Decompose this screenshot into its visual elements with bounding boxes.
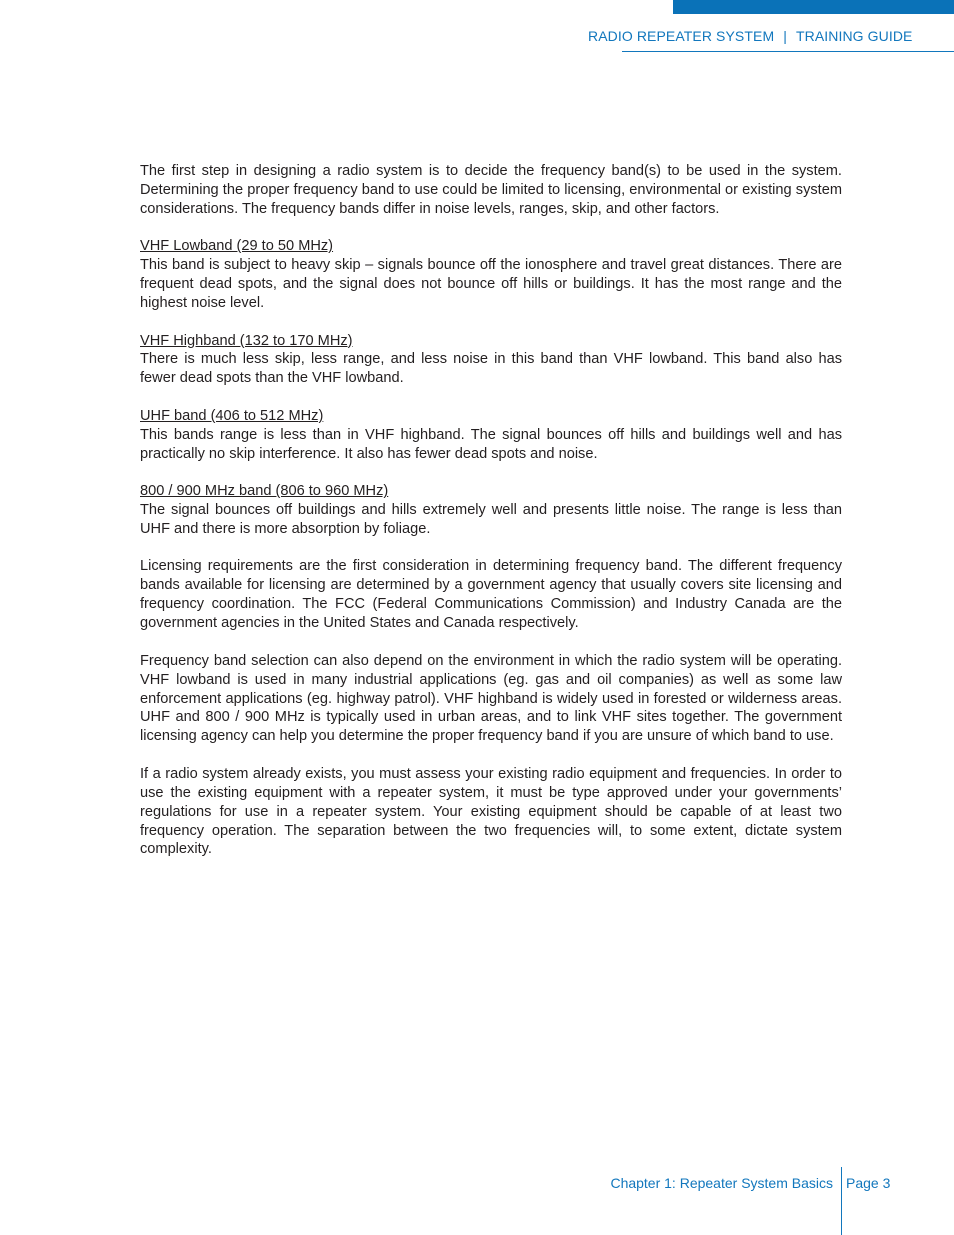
band-text: There is much less skip, less range, and less noise in this band than VHF lowband. This band also has fewer dead spots than the VHF lowband.: [140, 351, 842, 387]
band-heading: UHF band (406 to 512 MHz): [140, 407, 324, 424]
running-header: [588, 28, 913, 44]
band-section-vhf-highband: [140, 332, 842, 389]
header-doc-title: RADIO REPEATER SYSTEM: [588, 28, 775, 44]
intro-paragraph: The first step in designing a radio system is to decide the frequency band(s) to be used in the system. Determining the proper frequency band to use could be limited to licensing, environmental or existing system considerations. The frequency bands differ in noise levels, ranges, skip, and other factors.: [140, 163, 842, 217]
header-accent-bar: [673, 0, 954, 14]
header-doc-subtitle: TRAINING GUIDE: [795, 28, 913, 44]
footer-page-number: Page 3: [846, 1175, 891, 1191]
existing-system-paragraph: If a radio system already exists, you must assess your existing radio equipment and frequencies. In order to use the existing equipment with a repeater system, it must be type approved under your governments’ regulations for use in a repeater system. Your existing equipment should be capable of at least two frequency operation. The separation between the two frequencies will, to some extent, dictate system complexity.: [140, 765, 842, 858]
band-text: This bands range is less than in VHF highband. The signal bounces off hills and buildings well and has practically no skip interference. It also has fewer dead spots and noise.: [140, 426, 842, 462]
header-rule: [622, 51, 954, 52]
environment-paragraph: Frequency band selection can also depend on the environment in which the radio system will be operating. VHF lowband is used in many industrial applications (eg. gas and oil companies) as well as some law enforcement applications (eg. highway patrol). VHF highband is widely used in forested or wilderness areas. UHF and 800 / 900 MHz is typically used in urban areas, and to link VHF sites together. The government licensing agency can help you determine the proper frequency band if you are unsure of which band to use.: [140, 652, 842, 745]
band-heading: VHF Highband (132 to 170 MHz): [140, 332, 353, 349]
header-separator: |: [783, 28, 787, 44]
band-section-vhf-lowband: [140, 237, 842, 313]
main-content: [140, 162, 842, 878]
band-text: This band is subject to heavy skip – signals bounce off the ionosphere and travel great distances. There are frequent dead spots, and the signal does not bounce off hills or buildings. It has the most range and the highest noise level.: [140, 257, 842, 312]
band-heading: 800 / 900 MHz band (806 to 960 MHz): [140, 483, 389, 500]
band-section-uhf: [140, 407, 842, 464]
licensing-paragraph: Licensing requirements are the first consideration in determining frequency band. The different frequency bands available for licensing are determined by a government agency that usually covers site licensing and frequency coordination. The FCC (Federal Communications Commission) and Industry Canada are the government agencies in the United States and Canada respectively.: [140, 558, 842, 632]
footer-divider: [841, 1167, 842, 1235]
footer-chapter: Chapter 1: Repeater System Basics: [610, 1175, 833, 1191]
band-section-800-900: [140, 482, 842, 539]
band-text: The signal bounces off buildings and hills extremely well and presents little noise. The range is less than UHF and there is more absorption by foliage.: [140, 502, 842, 537]
band-heading: VHF Lowband (29 to 50 MHz): [140, 238, 334, 255]
